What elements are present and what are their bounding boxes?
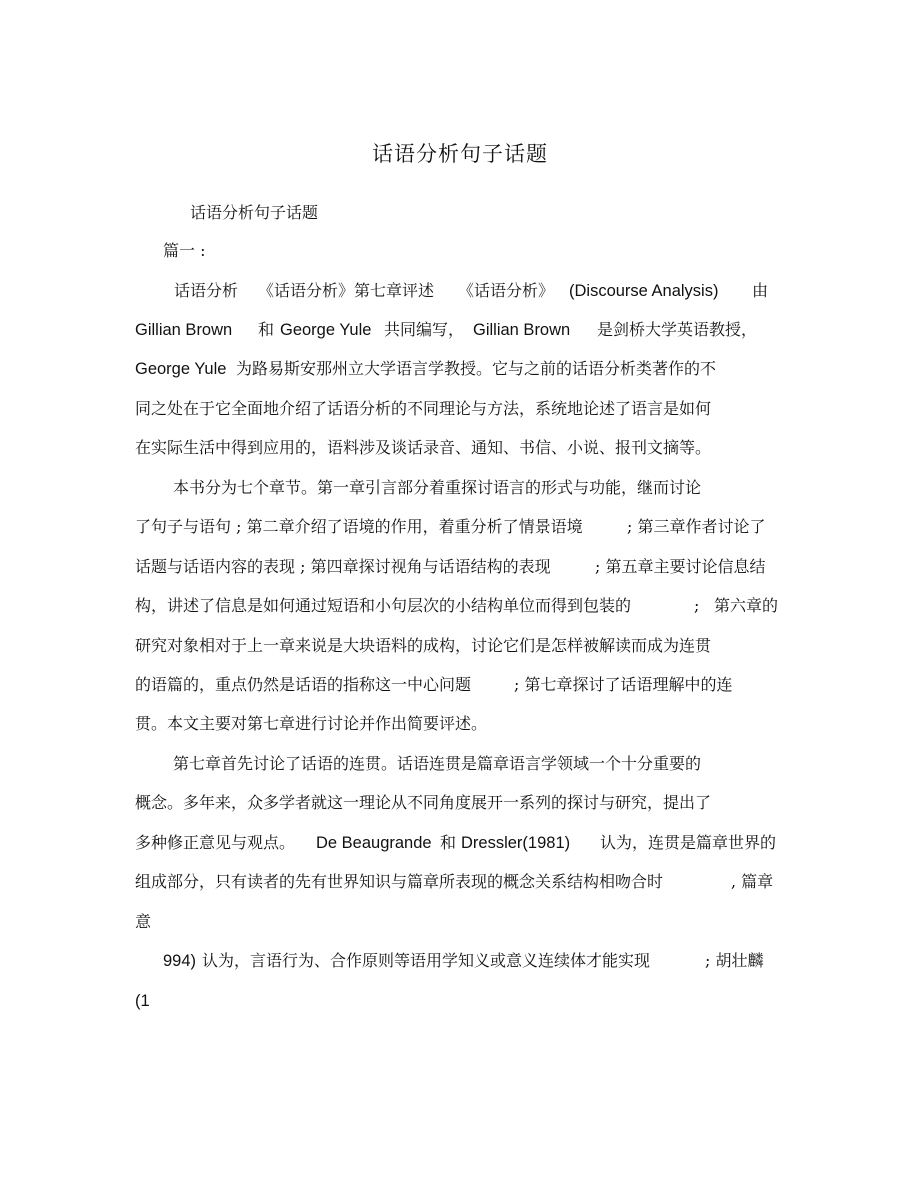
paragraph-3-line-2: 概念。多年来，众多学者就这一理论从不同角度展开一系列的探讨与研究，提出了 (135, 793, 712, 812)
text-run: Gillian Brown (473, 321, 571, 339)
paragraph-2-line-5: 研究对象相对于上一章来说是大块语料的成构，讨论它们是怎样被解读而成为连贯 (135, 636, 712, 655)
text-run: De Beaugrande (316, 834, 432, 852)
text-run: ; 第七章探讨了话语理解中的连 (514, 675, 733, 694)
text-run: ; 胡壮麟 (705, 951, 764, 970)
text-run: George Yule (135, 360, 227, 378)
text-run: 话语分析 (174, 281, 239, 300)
text-run: 由 (752, 281, 769, 300)
text-run: 构，讲述了信息是如何通过短语和小句层次的小结构单位而得到包装的 (135, 596, 632, 615)
text-run: Dressler(1981) (461, 834, 571, 852)
section-label: 篇一 : (163, 241, 206, 260)
text-run: 和 (258, 320, 275, 339)
paragraph-1-line-5: 在实际生活中得到应用的，语料涉及谈话录音、通知、书信、小说、报刊文摘等。 (135, 438, 712, 457)
text-run: 994) (163, 952, 197, 970)
text-run: 是剑桥大学英语教授， (597, 320, 758, 339)
text-run: 和 (440, 833, 457, 852)
text-run: 认为，连贯是篇章世界的 (600, 833, 777, 852)
text-run: ; 第五章主要讨论信息结 (595, 557, 766, 576)
text-run: ; 第三章作者讨论了 (627, 517, 766, 536)
paragraph-3-line-5: 意 (135, 912, 152, 931)
text-run: 组成部分，只有读者的先有世界知识与篇章所表现的概念关系结构相吻合时 (135, 872, 664, 891)
paragraph-2-line-7: 贯。本文主要对第七章进行讨论并作出简要评述。 (135, 714, 488, 733)
text-run: 多种修正意见与观点。 (135, 833, 296, 852)
text-run: , 篇章 (731, 872, 774, 891)
paragraph-1-line-4: 同之处在于它全面地介绍了话语分析的不同理论与方法，系统地论述了语言是如何 (135, 399, 712, 418)
text-run: 认为，言语行为、合作原则等语用学知义或意义连续体才能实现 (202, 951, 651, 970)
text-run: 为路易斯安那州立大学语言学教授。它与之前的话语分析类著作的不 (236, 359, 717, 378)
text-run: George Yule (280, 321, 372, 339)
text-run: 《话语分析》 (458, 281, 555, 300)
text-run: 第六章的 (714, 596, 779, 615)
paragraph-2-line-1: 本书分为七个章节。第一章引言部分着重探讨语言的形式与功能，继而讨论 (173, 478, 702, 497)
text-run: 话题与话语内容的表现 ; 第四章探讨视角与话语结构的表现 (135, 557, 551, 576)
text-run: (Discourse Analysis) (569, 282, 719, 300)
text-run: 共同编写， (384, 320, 465, 339)
text-run: 的语篇的，重点仍然是话语的指称这一中心问题 (135, 675, 472, 694)
paragraph-3-line-1: 第七章首先讨论了话语的连贯。话语连贯是篇章语言学领域一个十分重要的 (173, 754, 702, 773)
text-run: Gillian Brown (135, 321, 233, 339)
paragraph-3-line-7: (1 (135, 992, 150, 1010)
text-run: ; (694, 596, 700, 615)
subtitle: 话语分析句子话题 (190, 203, 319, 222)
document-title: 话语分析句子话题 (372, 142, 548, 166)
text-run: 了句子与语句 ; 第二章介绍了语境的作用，着重分析了情景语境 (135, 517, 583, 536)
text-run: 《话语分析》第七章评述 (258, 281, 435, 300)
